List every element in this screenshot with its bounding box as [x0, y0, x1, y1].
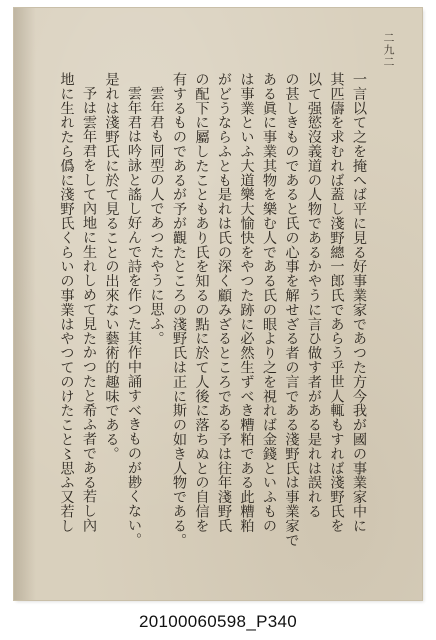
text-line: がどうならふとも是れは氏の深く顧みざるところである予は往年淺野氏 — [216, 72, 232, 533]
book-page — [14, 8, 422, 600]
text-line: 是れは淺野氏に於て見ることの出來ない藝術的趣味である。 — [103, 72, 120, 461]
page-number: 二九二 — [382, 32, 395, 68]
text-line: は事業といふ大道樂大愉快をやつた跡に必然生ずべき糟粕である此糟粕 — [238, 72, 255, 533]
text-line: 其匹儔を求むれば蓋し淺野總一郎氏であらう乎世人輒もすれば淺野氏を — [328, 72, 345, 533]
text-line: 予は雲年君をして內地に生れしめて見たかつたと希ふ者である若し內 — [81, 86, 97, 533]
vertical-text-block — [54, 72, 370, 552]
text-line: 有するものであるが予が觀たところの淺野氏は正に斯の如き人物である。 — [171, 72, 187, 548]
image-caption: 20100060598_P340 — [139, 612, 297, 631]
text-line: の配下に屬したこともあり氏を知るの點に於て人後に落ちぬとの自信を — [193, 72, 210, 533]
text-line: 以て强慾沒義道の人物であるかやうに言ひ做す者がある是れは誤れる — [306, 72, 322, 519]
text-line: ある眞に事業其物を樂む人である氏の眼より之を視れば金錢といふもの — [261, 72, 277, 533]
text-line: の甚しきものであると氏の心事を解せざる者の言である淺野氏は事業家で — [283, 72, 300, 548]
text-line: 地に生れたら僞に淺野氏くらいの事業はやつてのけたこと〻思ふ又若し — [58, 72, 75, 533]
text-line: 一言以て之を掩へば平に見る好事業家であつた方今我が國の事業家中に — [351, 72, 367, 533]
text-line: 雲年君も同型の人であつたやうに思ふ。 — [148, 86, 165, 346]
text-line: 雲年君は吟詠と謠し好んで詩を作つた其作中誦すべきものが尠くない。 — [126, 86, 142, 547]
spine-shadow — [14, 8, 36, 600]
